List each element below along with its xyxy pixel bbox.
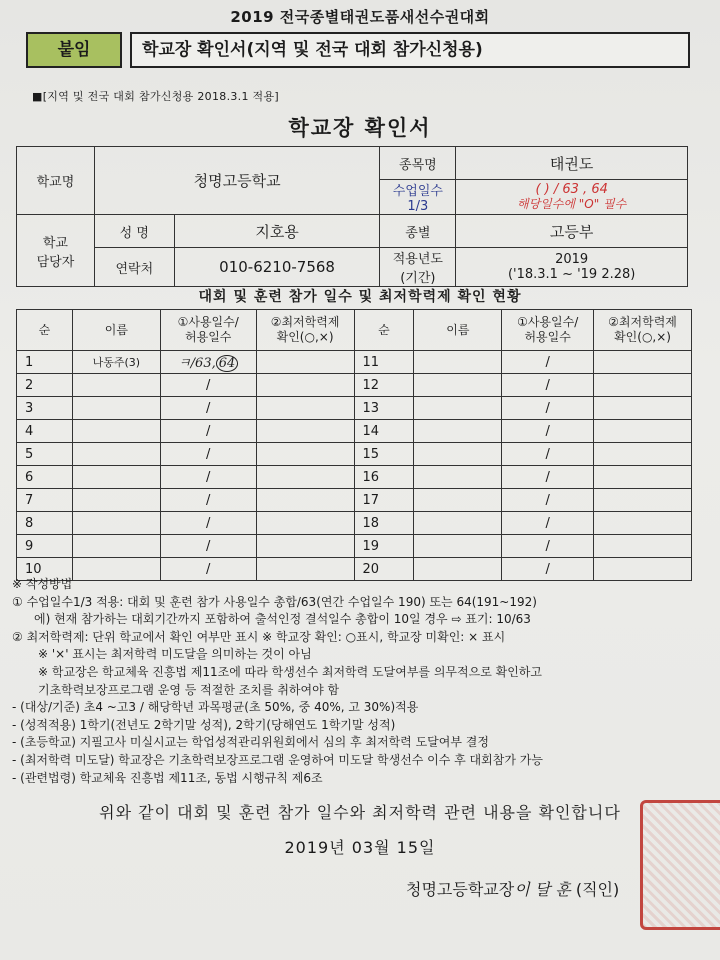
info-table <box>16 146 688 287</box>
staff-label: 학교 담당자 <box>17 215 95 287</box>
instruction-line: 기초학력보장프로그램 운영 등 적절한 조치를 취하여야 함 <box>38 682 340 697</box>
principal-title: 청명고등학교장 <box>406 880 515 899</box>
roster-header <box>17 310 692 351</box>
col-name: 이름 <box>72 310 160 351</box>
contact-label: 연락처 <box>94 248 174 287</box>
days-cell: ㅋ/63, 64 <box>160 351 256 374</box>
col-no: 순 <box>17 310 73 351</box>
event-value: 태권도 <box>456 147 688 180</box>
school-name: 청명고등학교 <box>94 147 380 215</box>
col-days: ①사용일수/ 허용일수 <box>160 310 256 351</box>
document-date: 2019년 03월 15일 <box>284 838 436 857</box>
instruction-line: ① 수업일수1/3 적용: 대회 및 훈련 참가 사용일수 총합/63(연간 수업일수 190) 또는 64(191~192) <box>12 594 537 609</box>
year-label: 적용년도 (기간) <box>380 248 456 287</box>
class-days-value: ( ) / 63 , 64 해당일수에 "O" 필수 <box>456 180 688 215</box>
instruction-line: - (초등학교) 지필고사 미실시교는 학업성적관리위원회에서 심의 후 최저학력 도달여부 결정 <box>12 735 489 750</box>
attachment-badge: 붙임 <box>26 32 122 68</box>
col-min: ②최저학력제 확인(○,×) <box>256 310 354 351</box>
name-label: 성 명 <box>94 215 174 248</box>
instruction-line: ※ '×' 표시는 최저학력 미도달을 의미하는 것이 아님 <box>38 647 312 662</box>
col-no-2: 순 <box>354 310 414 351</box>
form-subnote: ■[지역 및 전국 대회 참가신청용 2018.3.1 적용] <box>32 90 280 103</box>
form-title: 학교장 확인서(지역 및 전국 대회 참가신청용) <box>130 32 690 68</box>
col-name-2: 이름 <box>414 310 502 351</box>
table-row: 5 / 15 / <box>17 443 692 466</box>
school-label: 학교명 <box>17 147 95 215</box>
table-row: 9 / 19 / <box>17 535 692 558</box>
event-label: 종목명 <box>380 147 456 180</box>
document-title: 학교장 확인서 <box>288 116 432 140</box>
col-days-2: ①사용일수/ 허용일수 <box>502 310 594 351</box>
handwritten-signature: 이 달 훈 <box>514 880 571 899</box>
summary-title: 대회 및 훈련 참가 일수 및 최저학력제 확인 현황 <box>198 289 522 305</box>
table-row: 1 나동주(3) ㅋ/63, 64 11 / <box>17 351 692 374</box>
circled-value: 64 <box>216 355 239 372</box>
table-row: 2 / 12 / <box>17 374 692 397</box>
table-row: 10 / 20 / <box>17 558 692 581</box>
instructions-heading: ※ 작성방법 <box>12 577 73 591</box>
contact-value: 010-6210-7568 <box>174 248 380 287</box>
table-row: 8 / 18 / <box>17 512 692 535</box>
table-row: 3 / 13 / <box>17 397 692 420</box>
division-value: 고등부 <box>456 215 688 248</box>
instruction-line: ② 최저학력제: 단위 학교에서 확인 여부만 표시 ※ 학교장 확인: ○표시, 학교장 미확인: × 표시 <box>12 629 506 644</box>
table-row: 6 / 16 / <box>17 466 692 489</box>
seal-label: (직인) <box>575 880 620 899</box>
year-value: 2019 ('18.3.1 ~ '19 2.28) <box>456 248 688 287</box>
event-title: 2019 전국종별태권도품새선수권대회 <box>230 8 490 26</box>
principal-signature-line <box>406 877 619 900</box>
instruction-line: - (관련법령) 학교체육 진흥법 제11조, 동법 시행규칙 제6조 <box>12 770 323 785</box>
official-seal-stamp <box>640 800 720 930</box>
confirmation-statement: 위와 같이 대회 및 훈련 참가 일수와 최저학력 관련 내용을 확인합니다 <box>99 803 621 822</box>
division-label: 종별 <box>380 215 456 248</box>
instruction-line: - (최저학력 미도달) 학교장은 기초학력보장프로그램 운영하여 미도달 학생선수 이수 후 대회참가 가능 <box>12 752 543 767</box>
name-value: 지호용 <box>174 215 380 248</box>
instruction-line: - (대상/기준) 초4 ~고3 / 해당학년 과목평균(초 50%, 중 40%, 고 30%)적용 <box>12 700 419 715</box>
instruction-line: - (성적적용) 1학기(전년도 2학기말 성적), 2학기(당해연도 1학기말 성적) <box>12 717 396 732</box>
roster-table <box>16 309 692 581</box>
col-min-2: ②최저학력제 확인(○,×) <box>594 310 692 351</box>
class-days-label: 수업일수 1/3 <box>380 180 456 215</box>
table-row: 7 / 17 / <box>17 489 692 512</box>
instruction-line: ※ 학교장은 학교체육 진흥법 제11조에 따라 학생선수 최저학력 도달여부를 의무적으로 확인하고 <box>38 664 542 679</box>
table-row: 4 / 14 / <box>17 420 692 443</box>
instructions <box>12 576 712 787</box>
instruction-line: 에) 현재 참가하는 대회기간까지 포함하여 출석인정 결석일수 총합이 10일 경우 ⇨ 표기: 10/63 <box>34 612 531 627</box>
